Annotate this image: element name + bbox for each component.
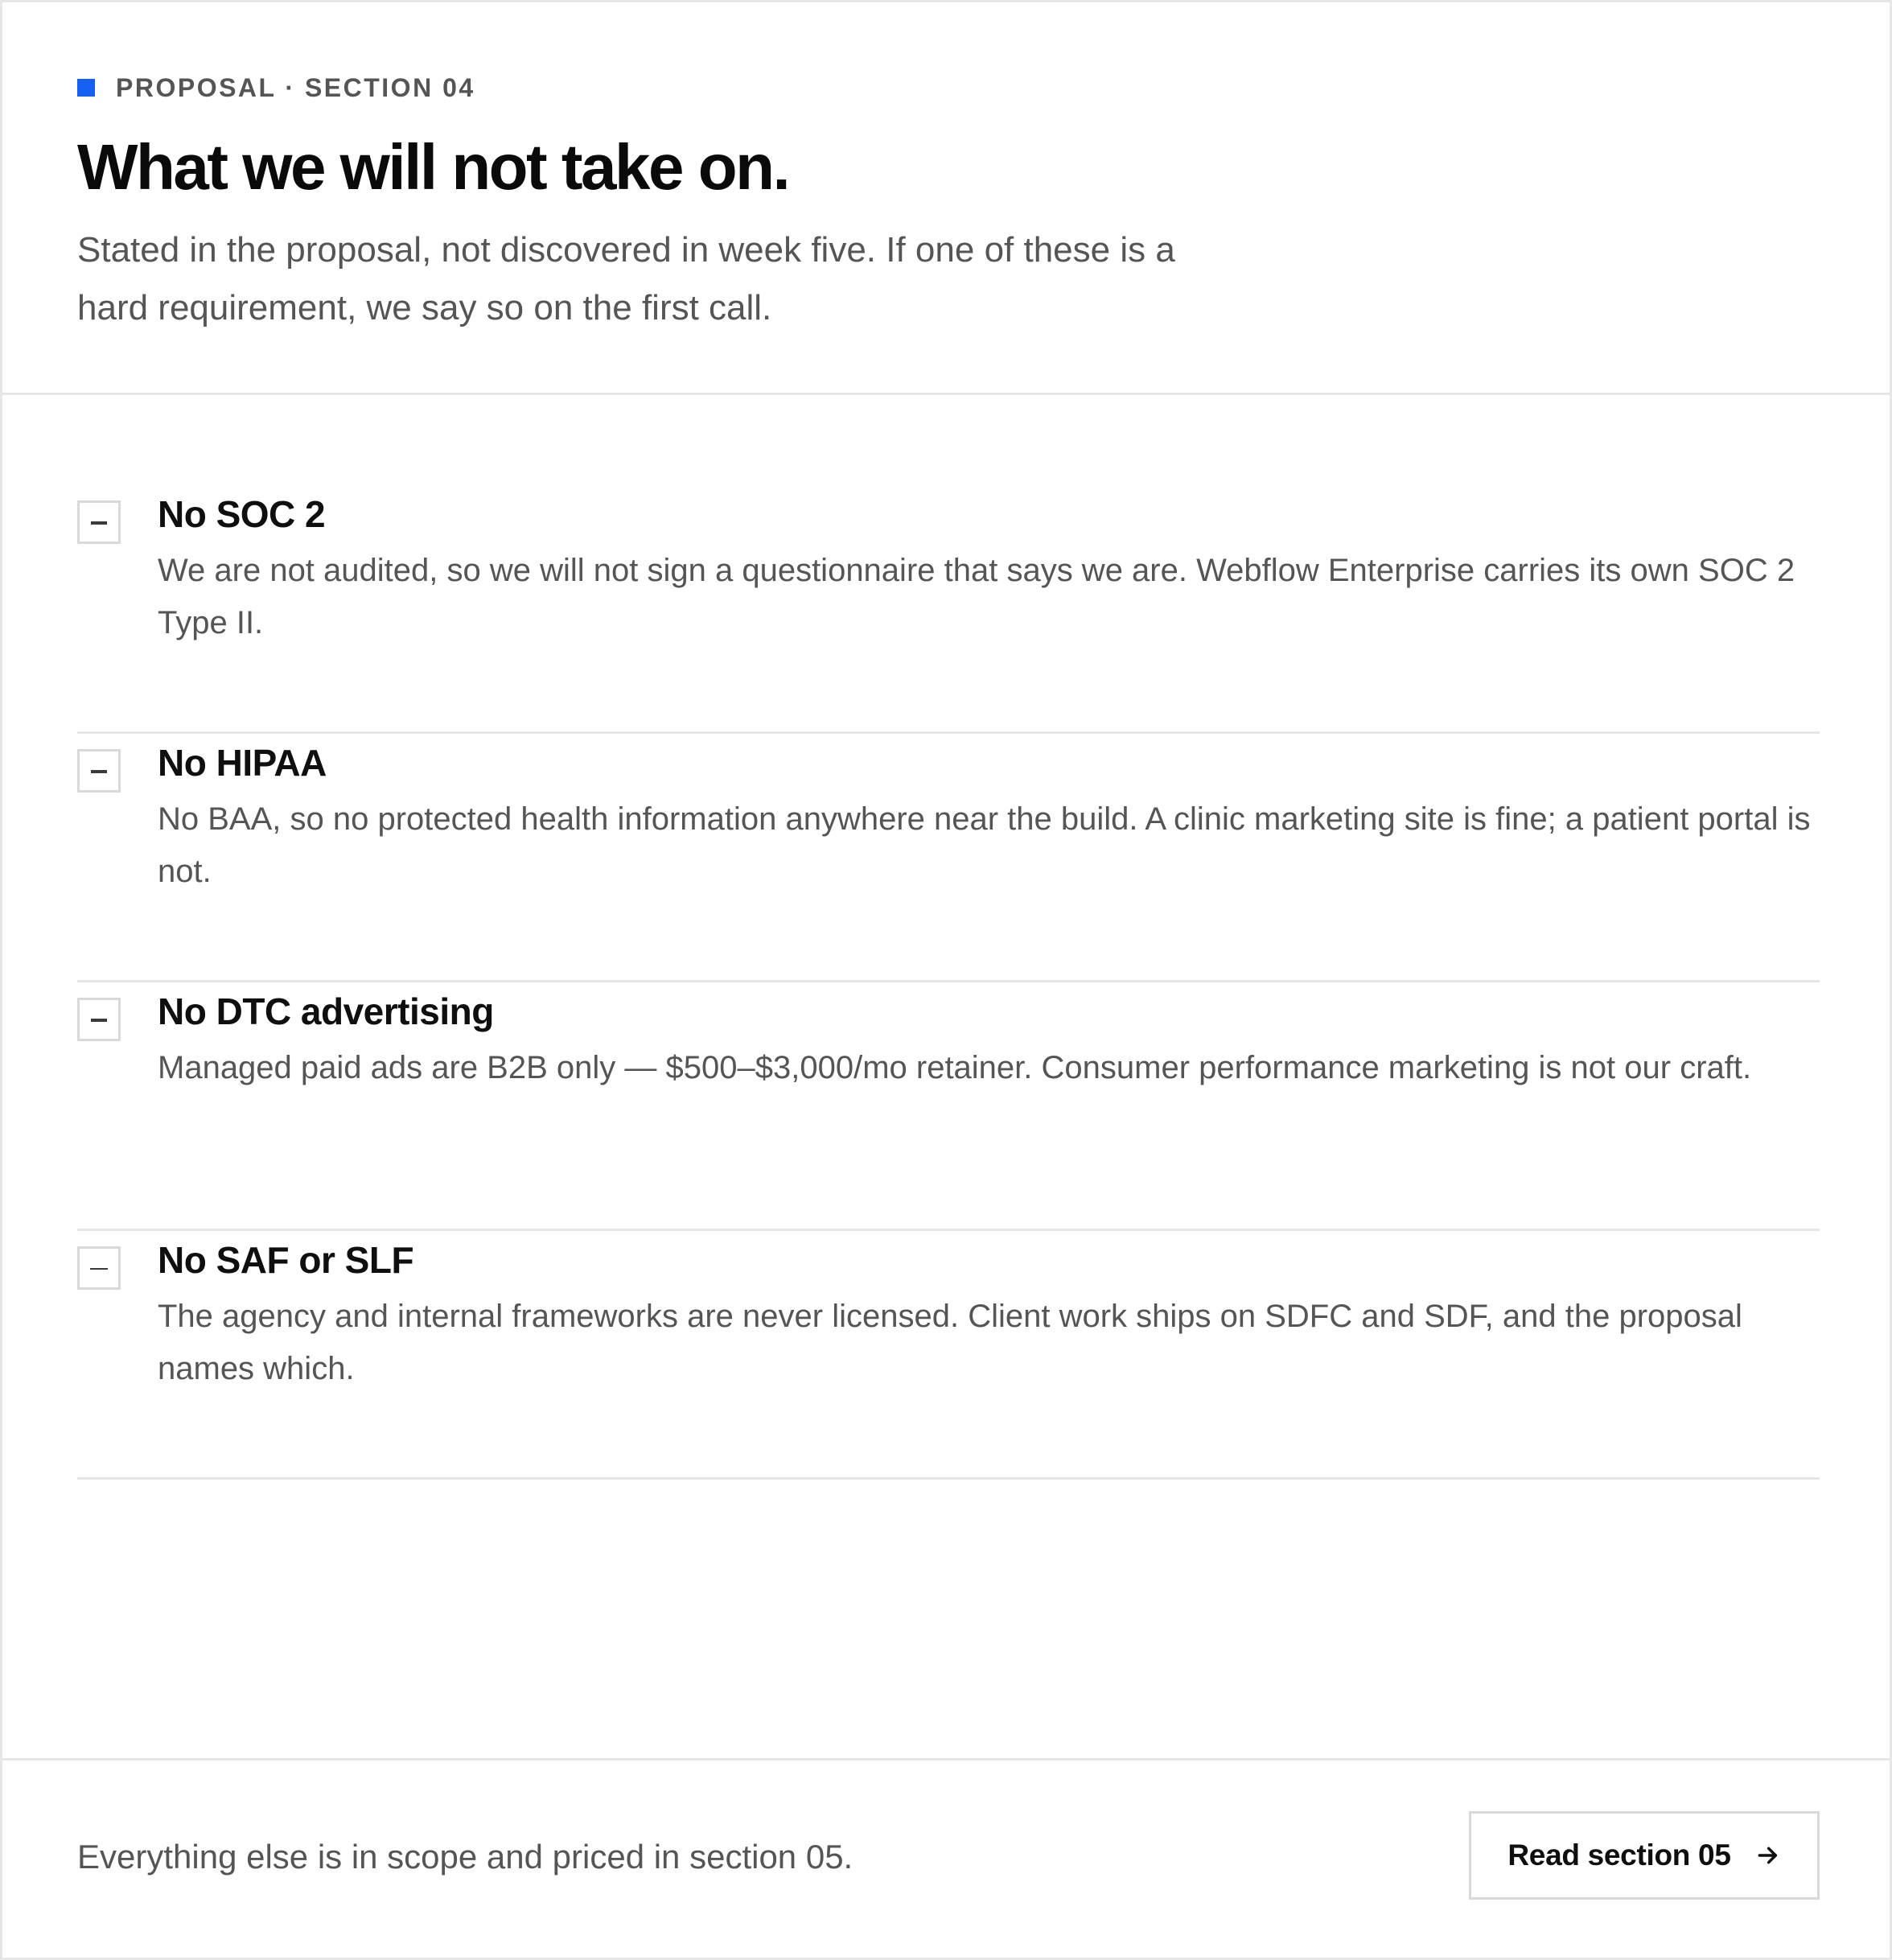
exclusion-title: No HIPAA [158, 742, 327, 784]
exclusion-item-dtc-advertising [77, 982, 1820, 1231]
eyebrow [77, 73, 475, 102]
exclusion-title: No DTC advertising [158, 990, 494, 1032]
exclusion-title: No SAF or SLF [158, 1239, 414, 1281]
minus-icon [77, 749, 121, 793]
exclusion-body: No BAA, so no protected health information anywhere near the build. A clinic marketing site is fine; a patient portal is not. [158, 801, 1811, 889]
section-footer [2, 1758, 1890, 1960]
page-title: What we will not take on. [77, 131, 789, 203]
exclusion-item-saf-slf [77, 1231, 1820, 1480]
exclusion-body: The agency and internal frameworks are never licensed. Client work ships on SDFC and SDF, and the proposal names which. [158, 1299, 1742, 1386]
minus-icon [77, 500, 121, 544]
button-label: Read section 05 [1507, 1839, 1731, 1871]
accent-square-icon [77, 79, 95, 97]
exclusion-body: We are not audited, so we will not sign a questionnaire that says we are. Webflow Enterprise carries its own SOC 2 Type II. [158, 553, 1795, 640]
exclusion-title: No SOC 2 [158, 493, 326, 535]
page-lede: Stated in the proposal, not discovered in week five. If one of these is a hard requirement, we say so on the first call. [77, 230, 1175, 327]
exclusion-list [77, 485, 1820, 1480]
exclusion-body: Managed paid ads are B2B only — $500–$3,000/mo retainer. Consumer performance marketing is not our craft. [158, 1050, 1752, 1085]
arrow-right-icon [1755, 1843, 1781, 1868]
section-header [2, 2, 1890, 395]
exclusion-item-hipaa [77, 734, 1820, 982]
footer-note: Everything else is in scope and priced in section 05. [77, 1838, 853, 1876]
eyebrow-label: PROPOSAL · SECTION 04 [116, 72, 475, 102]
exclusion-item-soc2 [77, 485, 1820, 734]
minus-icon [77, 1246, 121, 1290]
minus-icon [77, 998, 121, 1041]
read-section-05-button[interactable] [1469, 1811, 1820, 1900]
